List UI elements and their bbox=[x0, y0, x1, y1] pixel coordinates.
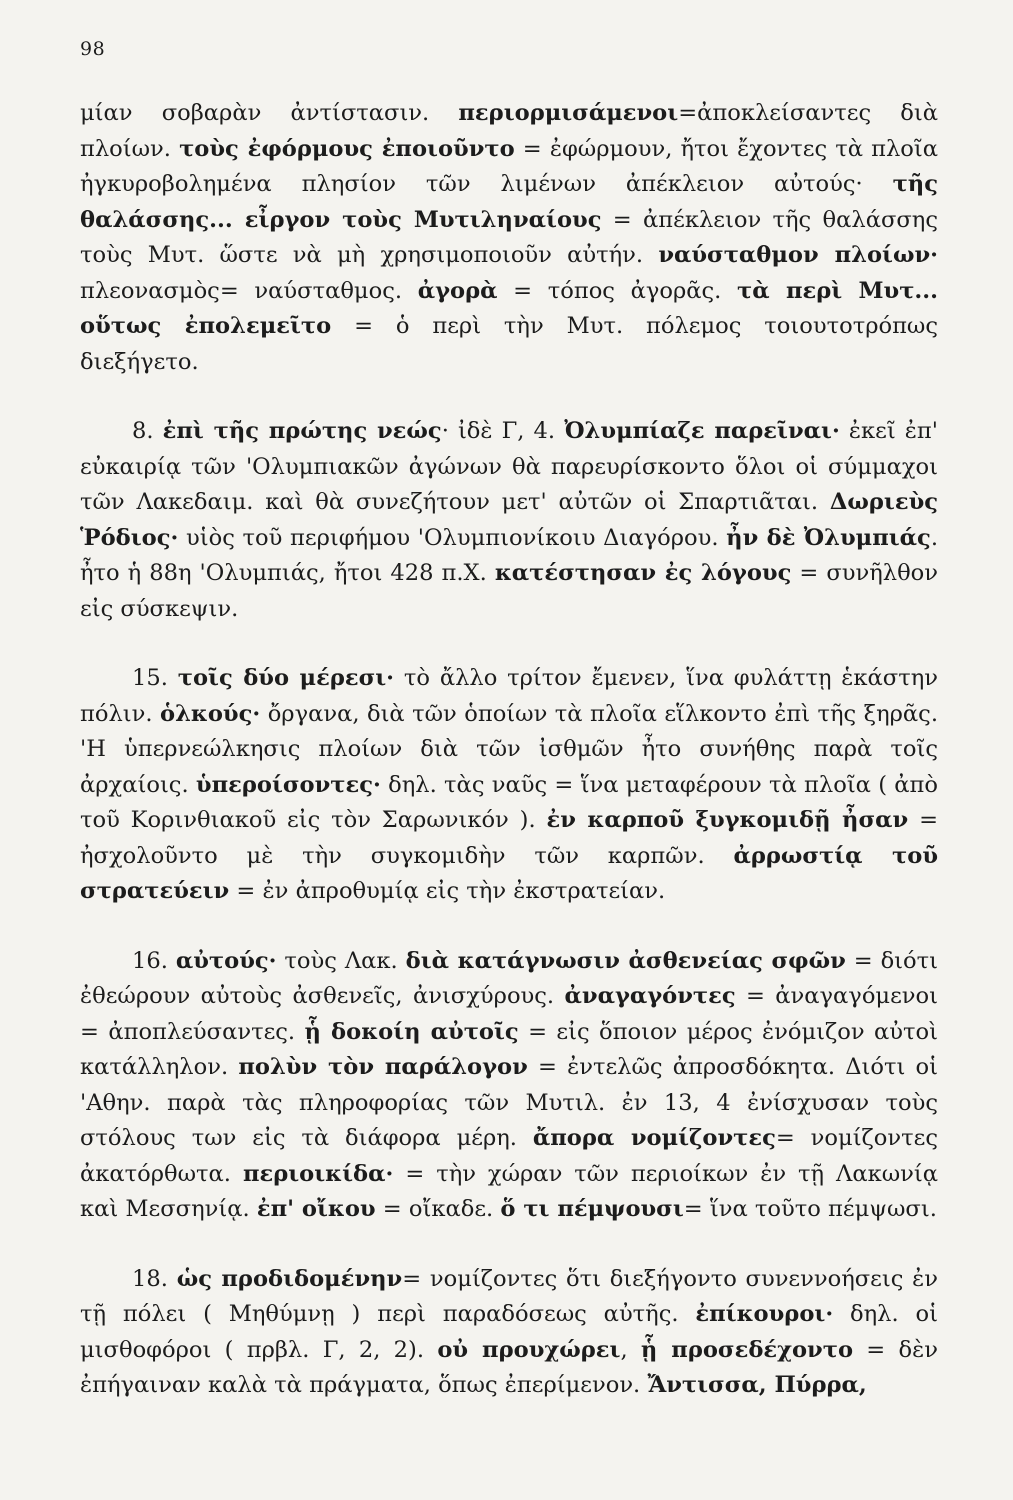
gloss-text: ὄργανα, διὰ τῶν ὁποίων τὰ πλοῖα εἵλκοντο ἐπὶ τῆς ξηρᾶς. 'Η ὑπερνεώλκησις πλοίων διὰ τῶν ἰσθμῶν ἦτο συνήθης παρὰ τοῖς ἀρχαίοις. bbox=[80, 700, 939, 798]
gloss-text: = ἐφώρμουν, ἤτοι ἔχοντες τὰ πλοῖα ἠγκυροβολημένα πλησίον τῶν λιμένων ἀπέκλειον αὐτούς· bbox=[80, 135, 938, 197]
lemma-term: κατέστησαν ἐς λόγους bbox=[494, 560, 792, 586]
gloss-text: = οἴκαδε. bbox=[375, 1196, 501, 1222]
paragraph-gap bbox=[80, 1228, 938, 1262]
lemma-term: τοῖς δύο μέρεσι· bbox=[177, 665, 395, 691]
gloss-text: μίαν σοβαρὰν ἀντίστασιν. bbox=[80, 100, 459, 126]
gloss-text: = τὴν χώραν τῶν περιοίκων ἐν τῇ Λακωνίᾳ καὶ Μεσσηνίᾳ. bbox=[80, 1160, 938, 1222]
lemma-term: τοὺς ἐφόρμους ἐποιοῦντο bbox=[179, 135, 515, 162]
gloss-text: =ἀποκλείσαντες διὰ πλοίων. bbox=[80, 100, 938, 162]
lemma-term: ὑπεροίσοντες· bbox=[195, 771, 381, 798]
paragraph-p8 bbox=[80, 414, 938, 627]
gloss-text: = ἠσχολοῦντο μὲ τὴν συγκομιδὴν τῶν καρπῶν. bbox=[80, 807, 938, 869]
lemma-term: τὰ περὶ Μυτ... οὕτως ἐπολεμεῖτο bbox=[80, 277, 938, 339]
lemma-term: ὅ τι πέμψουσι bbox=[500, 1196, 684, 1222]
lemma-term: ἀναγαγόντες bbox=[564, 983, 736, 1009]
lemma-term: διὰ κατάγνωσιν ἀσθενείας σφῶν bbox=[405, 947, 846, 974]
lemma-term: ᾗ προσεδέχοντο bbox=[640, 1336, 854, 1363]
paragraph-p18 bbox=[80, 1262, 938, 1404]
paragraph-gap bbox=[80, 910, 938, 944]
lemma-term: ἐπίκουροι· bbox=[695, 1301, 834, 1327]
gloss-text: τοὺς Λακ. bbox=[276, 947, 406, 974]
gloss-text: 16. bbox=[132, 947, 176, 974]
paragraph-gap bbox=[80, 627, 938, 661]
lemma-term: Δωριεὺς Ῥόδιος· bbox=[80, 489, 938, 551]
gloss-text: = ὁ περὶ τὴν Μυτ. πόλεμος τοιουτοτρόπως διεξήγετο. bbox=[80, 313, 939, 375]
gloss-text: = νομίζοντες ἀκατόρθωτα. bbox=[80, 1125, 938, 1187]
gloss-text: = ἀναγαγόμενοι = ἀποπλεύσαντες. bbox=[80, 983, 939, 1045]
gloss-text: = ἐν ἀπροθυμίᾳ εἰς τὴν ἐκστρατείαν. bbox=[229, 878, 666, 904]
lemma-term: περιορμισάμενοι bbox=[458, 100, 679, 126]
lemma-term: Ἄντισσα, Πύρρα, bbox=[647, 1372, 867, 1398]
gloss-text: 15. bbox=[132, 665, 178, 691]
paragraph-p16 bbox=[80, 944, 938, 1228]
gloss-text: δηλ. οἱ μισθοφόροι ( πρβλ. Γ, 2, 2). bbox=[80, 1301, 938, 1363]
gloss-text: = νομίζοντες ὅτι διεξήγοντο συνεννοήσεις ἐν τῇ πόλει ( Μηθύμνῃ ) περὶ παραδόσεως αὐτῆς. bbox=[80, 1265, 938, 1327]
gloss-text: = συνῆλθον εἰς σύσκεψιν. bbox=[80, 560, 939, 622]
lemma-term: ἐπ' οἴκου bbox=[256, 1196, 376, 1222]
lemma-term: οὐ προυχώρει bbox=[437, 1336, 621, 1363]
lemma-term: ναύσταθμον πλοίων· bbox=[658, 242, 939, 268]
page-number: 98 bbox=[80, 38, 106, 60]
gloss-text: = διότι ἐθεώρουν αὐτοὺς ἀσθενεῖς, ἀνισχύρους. bbox=[80, 947, 939, 1009]
gloss-text: = τόπος ἀγορᾶς. bbox=[497, 277, 738, 304]
gloss-text: 18. bbox=[132, 1265, 177, 1292]
gloss-text: ἐκεῖ ἐπ' εὐκαιρίᾳ τῶν 'Ολυμπιακῶν ἀγώνων θὰ παρευρίσκοντο ὅλοι οἱ σύμμαχοι τῶν Λακεδαιμ. καὶ θὰ συνεζήτουν μετ' αὐτῶν οἱ Σπαρτιᾶται. bbox=[80, 418, 938, 515]
lemma-term: ἄπορα νομίζοντες bbox=[532, 1125, 776, 1151]
paragraph-gap bbox=[80, 380, 938, 414]
gloss-text: = δὲν ἐπήγαιναν καλὰ τὰ πράγματα, ὅπως ἐπερίμενον. bbox=[80, 1336, 938, 1398]
paragraph-p15 bbox=[80, 661, 938, 910]
lemma-term: περιοικίδα· bbox=[242, 1160, 394, 1187]
gloss-text: = ἵνα τοῦτο πέμψωσι. bbox=[683, 1196, 937, 1222]
gloss-text: πλεονασμὸς= ναύσταθμος. bbox=[80, 277, 418, 304]
gloss-text: 8. bbox=[132, 418, 163, 444]
gloss-text: = εἰς ὅποιον μέρος ἐνόμιζον αὐτοὶ κατάλληλον. bbox=[80, 1018, 938, 1080]
gloss-text: , bbox=[620, 1336, 641, 1363]
paragraph-p1 bbox=[80, 96, 938, 380]
lemma-term: ἦν δὲ Ὀλυμπιάς bbox=[726, 524, 931, 551]
lemma-term: ἀρρωστίᾳ τοῦ στρατεύειν bbox=[80, 842, 938, 904]
gloss-text: · ἰδὲ Γ, 4. bbox=[441, 418, 565, 444]
lemma-term: ἀγορὰ bbox=[417, 277, 498, 304]
gloss-text: = ἐντελῶς ἀπροσδόκητα. Διότι οἱ 'Αθην. παρὰ τὰς πληροφορίας τῶν Μυτιλ. ἐν 13, 4 ἐνίσχυσαν τοὺς στόλους των εἰς τὰ διάφορα μέρη. bbox=[80, 1054, 938, 1151]
lemma-term: ἐν καρποῦ ξυγκομιδῇ ἦσαν bbox=[546, 807, 909, 833]
lemma-term: ὡς προδιδομένην bbox=[176, 1265, 403, 1292]
commentary-text bbox=[80, 96, 938, 1404]
gloss-text: υἱὸς τοῦ περιφήμου 'Ολυμπιονίκοιυ Διαγόρου. bbox=[178, 524, 727, 551]
lemma-term: τῆς θαλάσσης... εἶργον τοὺς Μυτιληναίους bbox=[80, 171, 938, 233]
gloss-text: τὸ ἄλλο τρίτον ἔμενεν, ἵνα φυλάττῃ ἑκάστην πόλιν. bbox=[80, 665, 938, 727]
lemma-term: ὁλκούς· bbox=[160, 700, 261, 727]
gloss-text: δηλ. τὰς ναῦς = ἵνα μεταφέρουν τὰ πλοῖα ( ἀπὸ τοῦ Κορινθιακοῦ εἰς τὸν Σαρωνικόν ). bbox=[80, 771, 938, 833]
lemma-term: Ὀλυμπίαζε παρεῖναι· bbox=[564, 418, 840, 444]
lemma-term: πολὺν τὸν παράλογον bbox=[238, 1054, 528, 1080]
lemma-term: αὐτούς· bbox=[175, 947, 277, 974]
lemma-term: ᾗ δοκοίη αὐτοῖς bbox=[304, 1018, 519, 1045]
gloss-text: = ἀπέκλειον τῆς θαλάσσης τοὺς Μυτ. ὥστε νὰ μὴ χρησιμοποιοῦν αὐτήν. bbox=[80, 206, 938, 268]
gloss-text: . ἦτο ἡ 88η 'Ολυμπιάς, ἤτοι 428 π.Χ. bbox=[80, 524, 938, 586]
lemma-term: ἐπὶ τῆς πρώτης νεώς bbox=[162, 418, 442, 444]
